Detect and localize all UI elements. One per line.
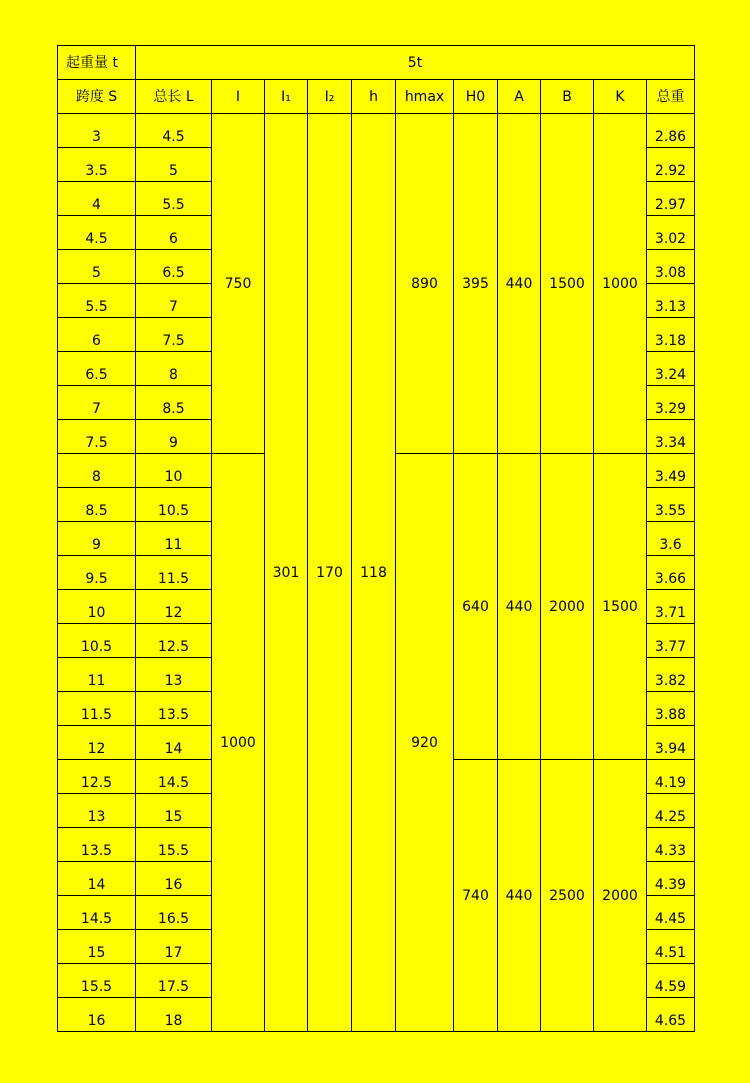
capacity-label: 起重量 t: [58, 46, 136, 80]
h0-group2: 640: [454, 454, 498, 760]
h0-group1: 395: [454, 114, 498, 454]
span-s-cell: 9.5: [58, 556, 136, 590]
span-s-cell: 7.5: [58, 420, 136, 454]
k-group2: 1500: [594, 454, 647, 760]
a-group2: 440: [498, 454, 541, 760]
total-length-cell: 4.5: [136, 114, 212, 148]
header-h0: H0: [454, 80, 498, 114]
total-length-cell: 16: [136, 862, 212, 896]
total-weight-cell: 3.55: [647, 488, 695, 522]
span-s-cell: 6: [58, 318, 136, 352]
header-a: A: [498, 80, 541, 114]
capacity-value: 5t: [136, 46, 695, 80]
hmax-value-920: 920: [396, 454, 454, 1032]
total-weight-cell: 3.49: [647, 454, 695, 488]
total-weight-cell: 3.71: [647, 590, 695, 624]
i2-value: 170: [308, 114, 352, 1032]
total-weight-cell: 3.88: [647, 692, 695, 726]
a-group1: 440: [498, 114, 541, 454]
total-weight-cell: 4.51: [647, 930, 695, 964]
span-s-cell: 12: [58, 726, 136, 760]
span-s-cell: 4.5: [58, 216, 136, 250]
header-total-length-l: 总长 L: [136, 80, 212, 114]
total-weight-cell: 3.77: [647, 624, 695, 658]
total-weight-cell: 3.29: [647, 386, 695, 420]
total-length-cell: 11.5: [136, 556, 212, 590]
total-weight-cell: 3.94: [647, 726, 695, 760]
total-weight-cell: 4.65: [647, 998, 695, 1032]
total-weight-cell: 4.25: [647, 794, 695, 828]
total-length-cell: 7: [136, 284, 212, 318]
total-length-cell: 9: [136, 420, 212, 454]
span-s-cell: 4: [58, 182, 136, 216]
header-h: h: [352, 80, 396, 114]
span-s-cell: 5: [58, 250, 136, 284]
total-length-cell: 8.5: [136, 386, 212, 420]
span-s-cell: 11.5: [58, 692, 136, 726]
b-group1: 1500: [541, 114, 594, 454]
header-total-weight: 总重: [647, 80, 695, 114]
a-group3: 440: [498, 760, 541, 1032]
total-length-cell: 5.5: [136, 182, 212, 216]
i-value-750: 750: [212, 114, 265, 454]
header-b: B: [541, 80, 594, 114]
total-length-cell: 7.5: [136, 318, 212, 352]
title-row: [58, 46, 695, 80]
total-length-cell: 17.5: [136, 964, 212, 998]
total-weight-cell: 4.19: [647, 760, 695, 794]
total-length-cell: 15.5: [136, 828, 212, 862]
spec-sheet: [57, 45, 695, 1032]
header-i2: I₂: [308, 80, 352, 114]
header-i: I: [212, 80, 265, 114]
b-group3: 2500: [541, 760, 594, 1032]
span-s-cell: 13: [58, 794, 136, 828]
total-weight-cell: 3.82: [647, 658, 695, 692]
total-length-cell: 10: [136, 454, 212, 488]
h-value: 118: [352, 114, 396, 1032]
total-length-cell: 13: [136, 658, 212, 692]
total-length-cell: 6: [136, 216, 212, 250]
span-s-cell: 14.5: [58, 896, 136, 930]
i1-value: 301: [265, 114, 308, 1032]
hmax-value-890: 890: [396, 114, 454, 454]
k-group3: 2000: [594, 760, 647, 1032]
span-s-cell: 7: [58, 386, 136, 420]
i-value-1000: 1000: [212, 454, 265, 1032]
total-length-cell: 11: [136, 522, 212, 556]
span-s-cell: 8.5: [58, 488, 136, 522]
total-weight-cell: 4.33: [647, 828, 695, 862]
header-i1: I₁: [265, 80, 308, 114]
total-weight-cell: 3.02: [647, 216, 695, 250]
total-length-cell: 6.5: [136, 250, 212, 284]
total-length-cell: 14.5: [136, 760, 212, 794]
k-group1: 1000: [594, 114, 647, 454]
total-weight-cell: 3.08: [647, 250, 695, 284]
total-length-cell: 12.5: [136, 624, 212, 658]
total-length-cell: 15: [136, 794, 212, 828]
total-weight-cell: 3.18: [647, 318, 695, 352]
span-s-cell: 13.5: [58, 828, 136, 862]
total-weight-cell: 3.13: [647, 284, 695, 318]
header-row: [58, 80, 695, 114]
total-length-cell: 8: [136, 352, 212, 386]
total-weight-cell: 3.6: [647, 522, 695, 556]
total-weight-cell: 2.97: [647, 182, 695, 216]
header-hmax: hmax: [396, 80, 454, 114]
total-weight-cell: 2.92: [647, 148, 695, 182]
span-s-cell: 8: [58, 454, 136, 488]
total-weight-cell: 4.59: [647, 964, 695, 998]
total-weight-cell: 4.39: [647, 862, 695, 896]
span-s-cell: 3: [58, 114, 136, 148]
b-group2: 2000: [541, 454, 594, 760]
total-length-cell: 16.5: [136, 896, 212, 930]
span-s-cell: 16: [58, 998, 136, 1032]
total-length-cell: 14: [136, 726, 212, 760]
total-weight-cell: 4.45: [647, 896, 695, 930]
span-s-cell: 5.5: [58, 284, 136, 318]
header-k: K: [594, 80, 647, 114]
span-s-cell: 14: [58, 862, 136, 896]
span-s-cell: 3.5: [58, 148, 136, 182]
span-s-cell: 15.5: [58, 964, 136, 998]
total-length-cell: 12: [136, 590, 212, 624]
total-weight-cell: 2.86: [647, 114, 695, 148]
span-s-cell: 6.5: [58, 352, 136, 386]
span-s-cell: 11: [58, 658, 136, 692]
total-length-cell: 17: [136, 930, 212, 964]
total-length-cell: 10.5: [136, 488, 212, 522]
total-length-cell: 18: [136, 998, 212, 1032]
span-s-cell: 9: [58, 522, 136, 556]
table-row: [58, 114, 695, 148]
crane-spec-table: [57, 45, 695, 1032]
span-s-cell: 15: [58, 930, 136, 964]
span-s-cell: 10: [58, 590, 136, 624]
total-length-cell: 5: [136, 148, 212, 182]
header-span-s: 跨度 S: [58, 80, 136, 114]
span-s-cell: 12.5: [58, 760, 136, 794]
h0-group3: 740: [454, 760, 498, 1032]
total-weight-cell: 3.66: [647, 556, 695, 590]
total-length-cell: 13.5: [136, 692, 212, 726]
span-s-cell: 10.5: [58, 624, 136, 658]
total-weight-cell: 3.24: [647, 352, 695, 386]
total-weight-cell: 3.34: [647, 420, 695, 454]
